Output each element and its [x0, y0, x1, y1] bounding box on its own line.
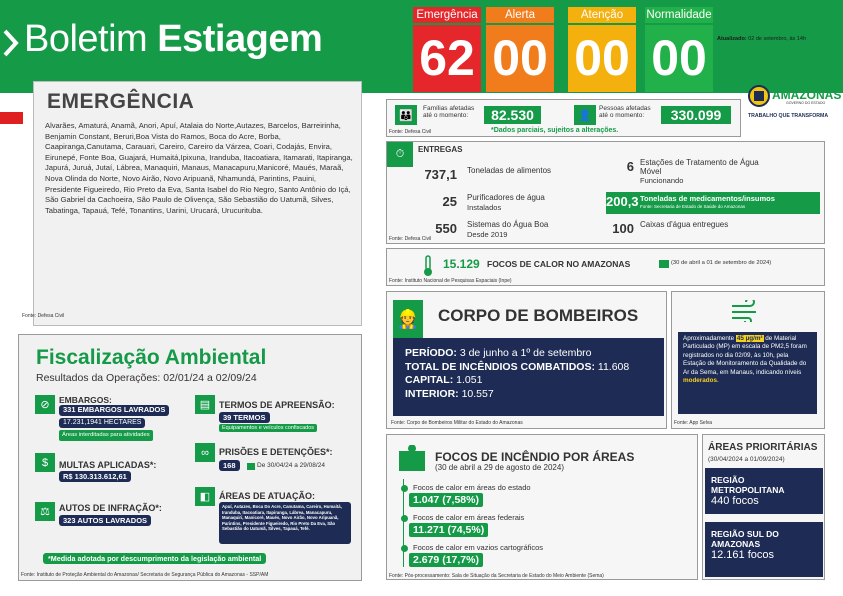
areas-prioritarias-panel: [702, 434, 825, 580]
region-1-name: REGIÃO METROPOLITANA: [711, 475, 785, 495]
fiscalizacao-source: Fonte: Instituto de Proteção Ambiental do Amazonas/ Secretaria de Segurança Pública do Amazonas - SSP/AM: [21, 572, 269, 578]
gavel-icon: ⚖: [35, 502, 55, 521]
money-icon: $: [35, 453, 55, 472]
ar-highlight: 45 µg/m³: [736, 335, 763, 342]
afetados-panel: [386, 99, 741, 137]
autos-value: 323 AUTOS LAVRADOS: [59, 515, 151, 526]
multas-title: MULTAS APLICADAS*:: [59, 460, 157, 470]
level-value: 00: [568, 25, 636, 92]
entregas-title: ENTREGAS: [418, 145, 463, 154]
entrega-sub: Funcionando: [640, 176, 684, 185]
focos-calor-period: (30 de abril a 01 de setembro de 2024): [671, 260, 772, 266]
entrega-value: 550: [435, 221, 457, 236]
focos-areas-period: (30 de abril a 29 de agosto de 2024): [435, 463, 564, 472]
focos-area-item: [399, 543, 619, 571]
level-1: [486, 7, 554, 92]
ar-text-2: de Material Particulado (MP) em escala de PM2,5 foram registrados no dia 02/09, às 10h, pela Estação de Monitoramento da Qualidade do Ar da Sema, em Manaus, indicando níveis: [683, 335, 807, 376]
thermometer-icon: [422, 255, 434, 277]
update-value: 02 de setembro, às 14h: [746, 36, 806, 42]
bombeiros-panel: [386, 291, 667, 429]
entregas-source: Fonte: Defesa Civil: [389, 236, 432, 242]
emergencia-source: Fonte: Defesa Civil: [22, 313, 65, 319]
focos-area-item: [399, 513, 619, 541]
page-title: [24, 18, 322, 61]
timeline-dot: [401, 545, 408, 552]
multas-value: R$ 130.313.612,61: [59, 471, 131, 482]
entrega-value: 200,3: [606, 194, 639, 209]
fiscalizacao-panel: [18, 334, 362, 581]
prisoes-title: PRISÕES E DETENÇÕES*:: [219, 447, 333, 457]
interior-row: [405, 388, 652, 402]
entrega-label: Toneladas de medicamentos/insumos: [640, 194, 775, 203]
region-2-name: REGIÃO SUL DO AMAZONAS: [711, 529, 779, 549]
entrega-item: [415, 192, 615, 214]
emergencia-title: EMERGÊNCIA: [47, 90, 195, 113]
focos-area-caption: Focos de calor em vazios cartográficos: [413, 543, 544, 552]
entrega-label: Caixas d'água entregues: [640, 220, 729, 229]
level-value: 00: [645, 25, 713, 92]
afetados-nota: *Dados parciais, sujeitos a alterações.: [491, 127, 619, 134]
region-1-box: [705, 468, 823, 514]
autos-title: AUTOS DE INFRAÇÃO*:: [59, 503, 162, 513]
entrega-item: [606, 219, 806, 241]
level-label: Atenção: [568, 7, 636, 23]
level-0: [413, 7, 481, 92]
bombeiros-source: Fonte: Corpo de Bombeiros Militar do Estado do Amazonas: [391, 420, 523, 426]
firefighter-icon: 👷: [393, 300, 423, 338]
family-icon: 👪: [395, 105, 417, 125]
capital-row: [405, 374, 652, 388]
pessoas-label: Pessoas afetadas até o momento:: [599, 105, 651, 119]
level-label: Normalidade: [646, 9, 712, 21]
focos-calor-panel: [386, 248, 825, 286]
calendar-icon: [247, 463, 255, 470]
total-value: 11.608: [594, 360, 630, 373]
forbidden-icon: ⊘: [35, 395, 55, 414]
level-label: Emergência: [413, 7, 481, 23]
embargos-box: [59, 404, 179, 441]
puzzle-map-icon: [397, 445, 427, 473]
emergencia-panel: [22, 81, 362, 326]
embargos-line-3: Áreas interditadas para atividades: [59, 430, 153, 441]
fiscalizacao-subtitle: Resultados da Operações: 02/01/24 a 02/09/24: [36, 372, 257, 384]
areas-prioritarias-period: (30/04/2024 a 01/09/2024): [708, 456, 785, 463]
entrega-item: [606, 157, 806, 185]
termos-value: 39 TERMOS: [219, 412, 270, 423]
region-1-value: 440 focos: [711, 495, 759, 507]
prisoes-period: De 30/04/24 a 29/08/24: [257, 462, 325, 469]
fiscalizacao-title: Fiscalização Ambiental: [36, 346, 267, 369]
fiscalizacao-nota: *Medida adotada por descumprimento da legislação ambiental: [43, 553, 266, 564]
areas-title: ÁREAS DE ATUAÇÃO:: [219, 491, 315, 501]
entrega-value: 737,1: [424, 167, 457, 182]
focos-area-value: 11.271 (74,5%): [409, 523, 488, 537]
focos-areas-panel: [386, 434, 698, 580]
region-2-value: 12.161 focos: [711, 549, 774, 561]
delivery-icon: ⏱: [387, 142, 413, 167]
timeline-dot: [401, 515, 408, 522]
level-value: 62: [413, 25, 481, 92]
entrega-label: Estações de Tratamento de Água Móvel: [640, 158, 759, 176]
embargos-line-1: 331 EMBARGOS LAVRADOS: [59, 405, 169, 416]
capital-label: CAPITAL:: [405, 374, 454, 386]
focos-calor-label: FOCOS DE CALOR NO AMAZONAS: [487, 259, 631, 269]
entrega-label: Sistemas do Água Boa: [467, 220, 549, 229]
entrega-label: Toneladas de alimentos: [467, 166, 552, 175]
familias-label: Famílias afetadas até o momento:: [423, 105, 475, 119]
level-value: 00: [486, 25, 554, 92]
areas-prioritarias-title: ÁREAS PRIORITÁRIAS: [708, 442, 818, 453]
entrega-value: 25: [442, 194, 457, 209]
ar-box: [678, 332, 817, 414]
timeline-dot: [401, 485, 408, 492]
logo-name: AMAZONAS: [772, 88, 842, 102]
entrega-sub: Instalados: [467, 203, 502, 212]
ar-source: Fonte: App Selva: [674, 420, 713, 426]
header-banner: [0, 0, 843, 93]
ar-level: moderados: [683, 377, 717, 385]
prisoes-value: 168: [219, 460, 240, 471]
total-label: TOTAL DE INCÊNDIOS COMBATIDOS:: [405, 360, 595, 373]
interior-value: 10.557: [458, 387, 494, 400]
map-icon: ◧: [195, 487, 215, 506]
focos-area-caption: Focos de calor em áreas federais: [413, 513, 525, 522]
entregas-panel: [386, 141, 825, 244]
title-bold: Estiagem: [157, 18, 323, 60]
bombeiros-title: CORPO DE BOMBEIROS: [438, 306, 639, 325]
entrega-sub: Fonte: Secretaria de Estado de Saúde do Amazonas: [640, 204, 746, 209]
pessoas-value: 330.099: [661, 106, 731, 124]
region-2-box: [705, 522, 823, 577]
focos-calor-source: Fonte: Instituto Nacional de Pesquisas Espaciais (Inpe): [389, 278, 512, 284]
termos-title: TERMOS DE APREENSÃO:: [219, 400, 335, 410]
ar-panel: [671, 291, 825, 429]
update-label: Atualizado:: [717, 36, 747, 42]
logo-sub: GOVERNO DO ESTADO: [786, 101, 826, 105]
entrega-sub: Desde 2019: [467, 230, 508, 239]
entrega-item: [415, 219, 615, 241]
entrega-item: [606, 192, 820, 214]
calendar-icon: [659, 260, 669, 268]
periodo-label: PERÍODO:: [405, 347, 457, 359]
entrega-item: [415, 165, 615, 187]
coat-of-arms-icon: [748, 84, 770, 110]
chevron-right-icon: [2, 28, 20, 58]
municipios-list: Alvarães, Amaturá, Anamã, Anori, Apuí, Atalaia do Norte,Autazes, Barcelos, Barreirinha, Benjamin Constant, Beruri,Boa Vista do Ramos, Boca do Acre, Borba, Caapiranga,Canutama, Carauari, Careiro, Careiro da Várzea, Coari, Codajás, Envira, Eirunepé, Fonte Boa, Guajará, Humaitá,Ipixuna, Iranduba, Itacoatiara, Itamarati, Itapiranga, Japurá, Juruá, Jutaí, Lábrea, Manaquiri, Manaus, Manacapuru,Manicoré, Maués, Maraã, Nova Olinda do Norte, Novo Airão, Novo Aripuanã, Nhamundá, Parintins, Pauini, Presidente Figueiredo, Rio Preto da Eva, Santa Isabel do Rio Negro, Santo Antônio do Içá, São Gabriel da Cachoeira, São Paulo de Olivença, São Sebastião do Uatumã, Silves, Tabatinga, Tapauá, Tefé, Tonantins, Uarini, Urucará, Urucurituba.: [45, 121, 353, 215]
afetados-source: Fonte: Defesa Civil: [389, 129, 432, 135]
logo-tagline: TRABALHO QUE TRANSFORMA: [748, 113, 829, 119]
familias-value: 82.530: [484, 106, 541, 124]
ar-text-3: .: [716, 377, 719, 385]
handcuffs-icon: ∞: [195, 443, 215, 462]
embargos-line-2: 17.231,1941 HECTARES: [59, 418, 145, 429]
periodo-value: 3 de junho a 1º de setembro: [456, 347, 592, 359]
total-row: [405, 361, 652, 375]
capital-value: 1.051: [453, 374, 483, 386]
entrega-label: Purificadores de água: [467, 193, 545, 202]
person-icon: 👤: [574, 105, 596, 125]
wind-icon: [730, 300, 760, 322]
title-light: Boletim: [24, 18, 158, 60]
red-accent-tab: [0, 112, 23, 124]
focos-calor-value: 15.129: [443, 257, 480, 271]
focos-area-value: 2.679 (17,7%): [409, 553, 483, 567]
level-3: [645, 7, 713, 92]
focos-area-caption: Focos de calor em áreas do estado: [413, 483, 531, 492]
embargos-title: EMBARGOS:: [59, 395, 112, 405]
termos-sub: Equipamentos e veículos confiscados: [219, 424, 317, 432]
level-2: [568, 7, 636, 92]
bombeiros-box: [393, 338, 664, 416]
document-icon: ▤: [195, 395, 215, 414]
ar-text-1: Aproximadamente: [683, 335, 736, 342]
amazonas-logo: [748, 84, 842, 124]
update-info: [717, 36, 806, 42]
areas-list: Apuí, Autazes, Boca Do Acre, Canutama, Careiro, Humaitá, Iranduba, Itacoatiara, Itapiranga, Lábrea, Manacapuru, Manaquiri, Manicoré, Maués, Novo Airão, Novo Aripuanã, Parintins, Presidente Figueiredo, Rio Preto Da Eva, São Sebastião do Uatumã, Silves, Tapauá, Tefé.: [219, 502, 351, 544]
entrega-value: 100: [612, 221, 634, 236]
interior-label: INTERIOR:: [405, 387, 459, 400]
focos-areas-source: Fonte: Pós-processamento: Sala de Situação da Secretaria de Estado do Meio Ambiente (Sema): [389, 573, 604, 579]
level-label: Alerta: [486, 7, 554, 23]
focos-areas-title: FOCOS DE INCÊNDIO POR ÁREAS: [435, 450, 635, 464]
entrega-value: 6: [626, 159, 634, 174]
periodo-row: [405, 347, 652, 361]
focos-area-item: [399, 483, 619, 511]
focos-area-value: 1.047 (7,58%): [409, 493, 483, 507]
